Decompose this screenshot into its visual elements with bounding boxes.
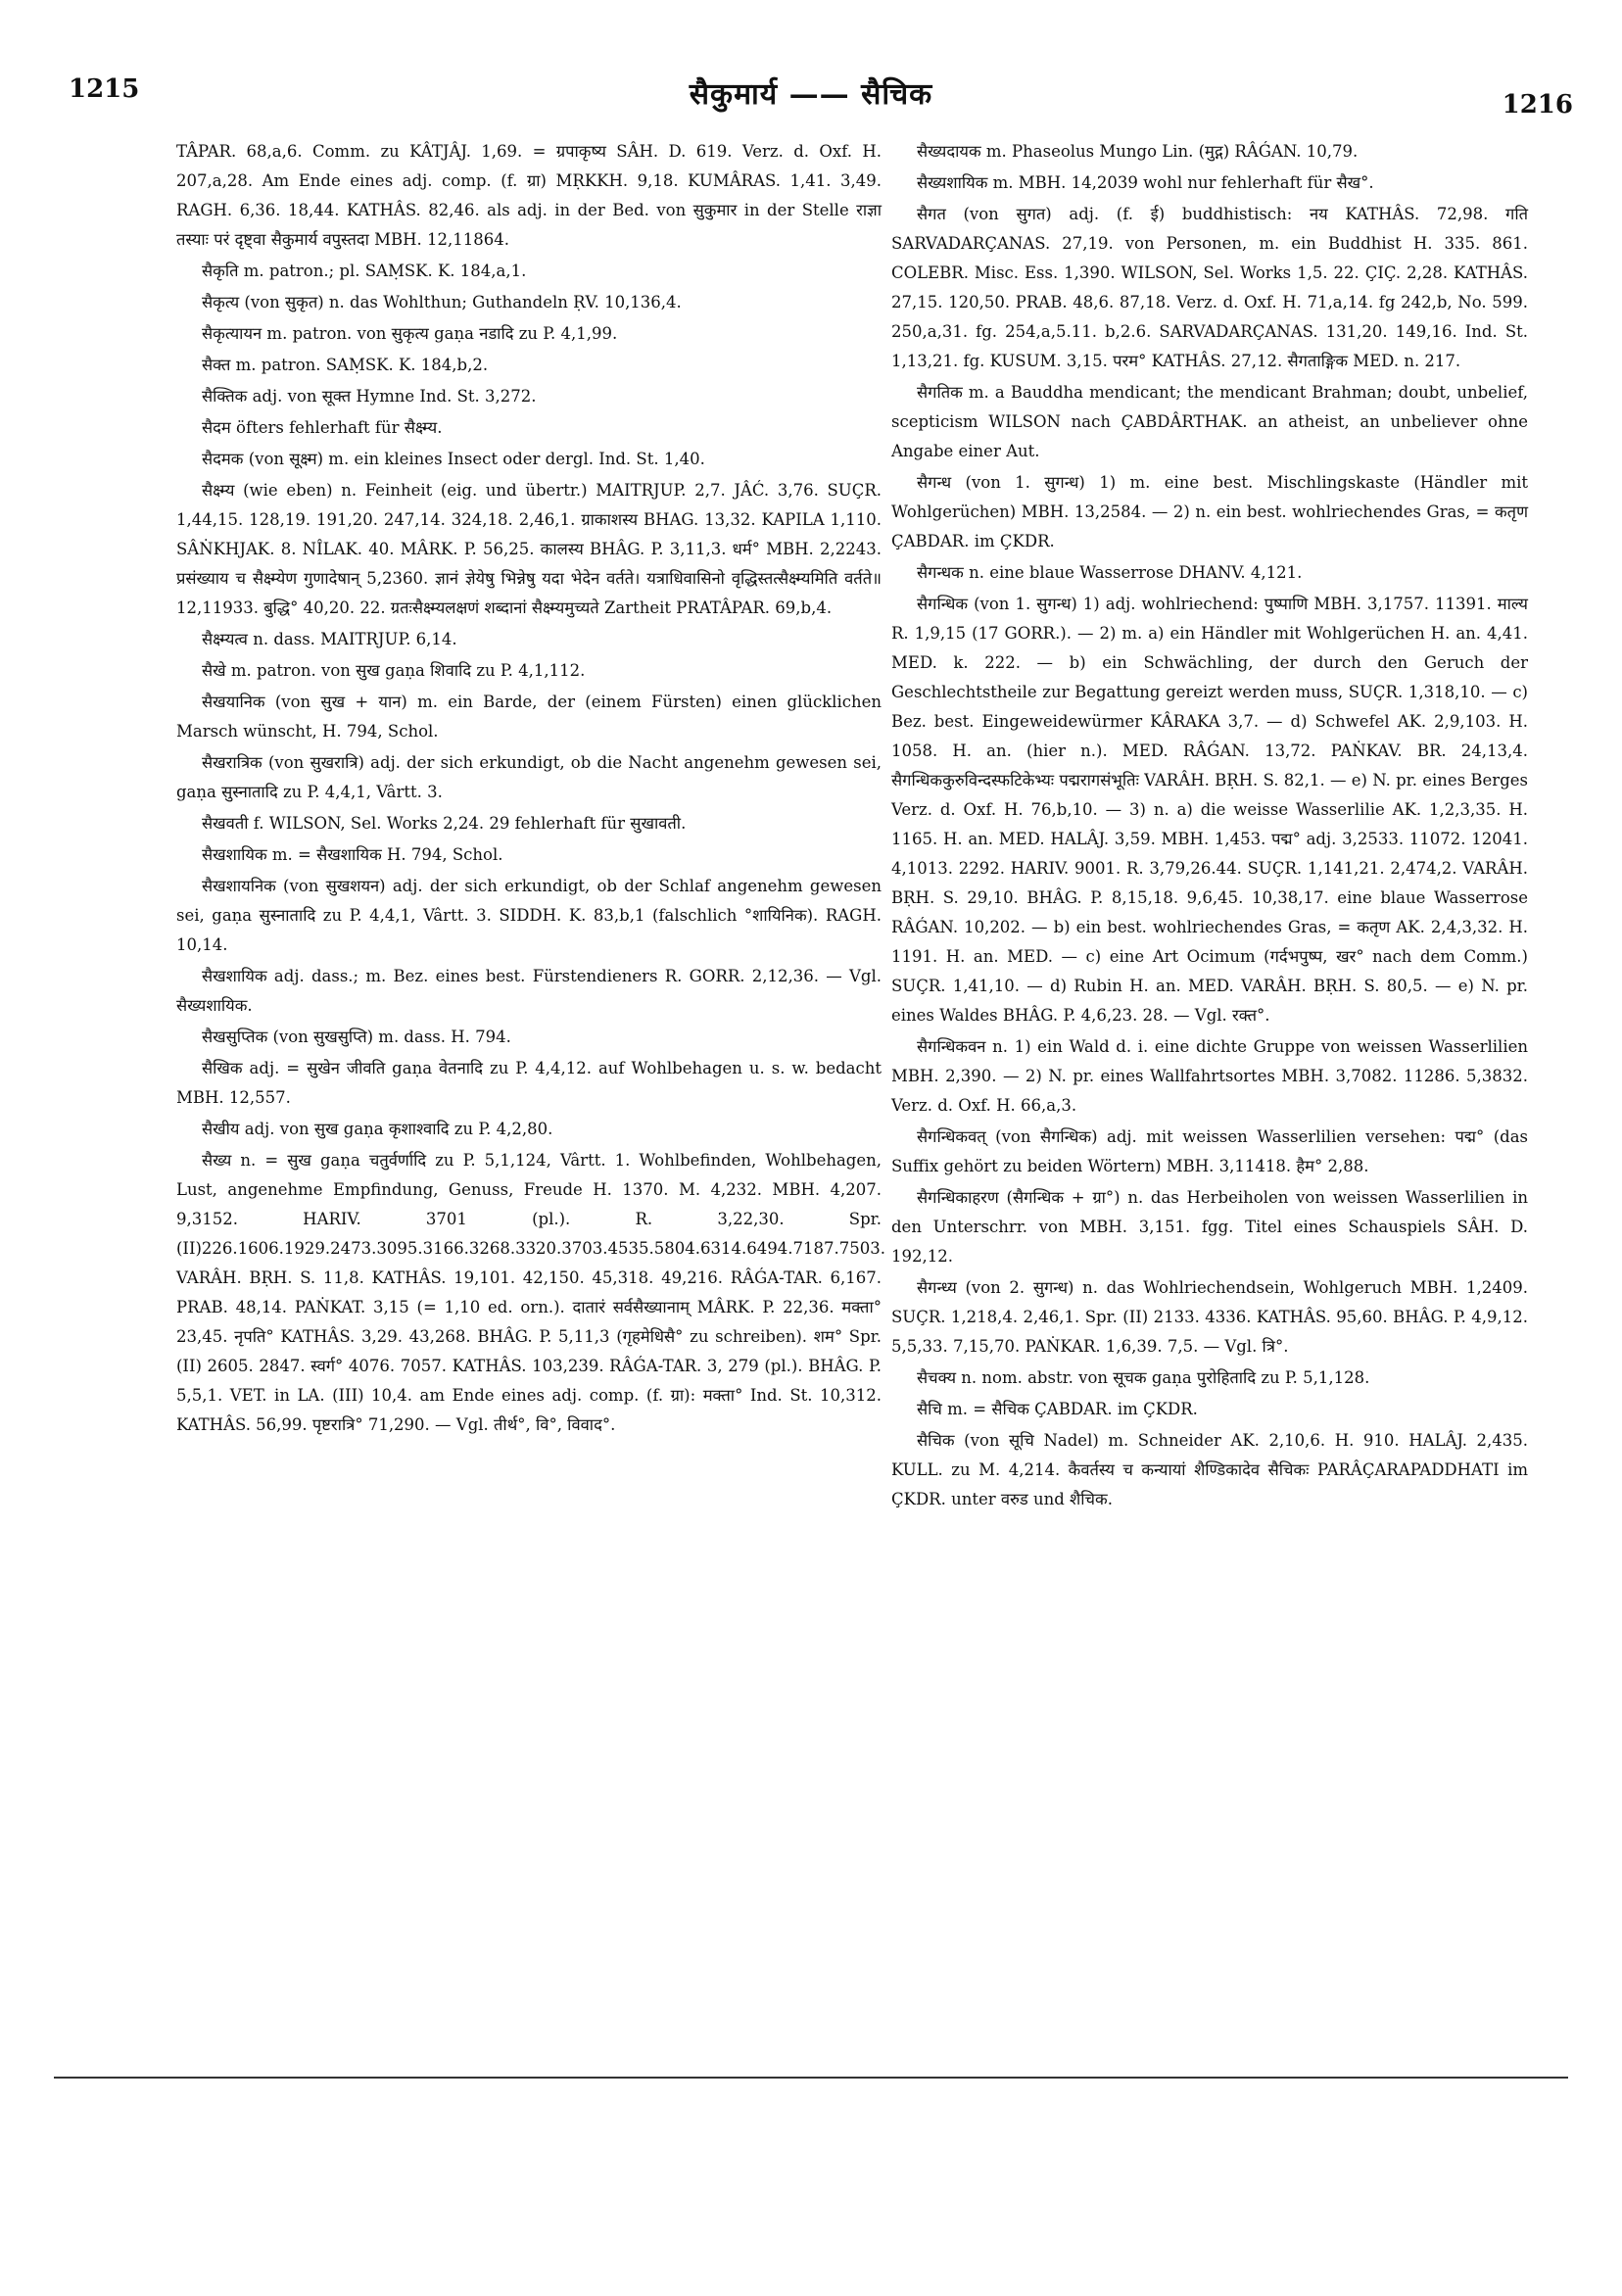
dictionary-entry: सैगन्धिकवन n. 1) ein Wald d. i. eine dichte Gruppe von weissen Wasserlilien MBH. 2,390. — 2) N. pr. eines Wallfahrtsortes MBH. 3,7082. 11286. 5,3832. Verz. d. Oxf. H. 66,a,3. [891,1037,1528,1115]
dictionary-entry: सैक्त m. patron. SAṂSK. K. 184,b,2. [202,356,489,374]
dictionary-entry: सैखशायिक adj. dass.; m. Bez. eines best. Fürstendieners R. GORR. 2,12,36. — Vgl. सैख्यशायिक. [176,967,882,1015]
dictionary-entry: सैचक्य n. nom. abstr. von सूचक gaṇa पुरोहितादि zu P. 5,1,128. [917,1368,1370,1387]
dictionary-entry: सैगन्ध्य (von 2. सुगन्ध) n. das Wohlriechendsein, Wohlgeruch MBH. 1,2409. SUÇR. 1,218,4. 2,46,1. Spr. (II) 2133. 4336. KATHÂS. 95,60. BHÂG. P. 4,9,12. 5,5,33. 7,15,70. PAṄKAR. 1,6,39. 7,5. — Vgl. त्रि°. [891,1278,1528,1356]
dictionary-entry: सैखे m. patron. von सुख gaṇa शिवादि zu P. 4,1,112. [202,661,586,680]
dictionary-entry: सैगन्ध (von 1. सुगन्ध) 1) m. eine best. Mischlingskaste (Händler mit Wohlgerüchen) MBH. 13,2584. — 2) n. ein best. wohlriechendes Gras, = कतृण ÇABDAR. im ÇKDR. [891,473,1528,550]
dictionary-entry: सैगन्धिकाहरण (सैगन्धिक + ग्रा°) n. das Herbeiholen von weissen Wasserlilien in den Unterschrr. von MBH. 3,151. fgg. Titel eines Schauspiels SÂH. D. 192,12. [891,1188,1528,1266]
dictionary-entry: सैगन्धक n. eine blaue Wasserrose DHANV. 4,121. [917,563,1303,582]
dictionary-entry: सैगन्धिकवत् (von सैगन्धिक) adj. mit weissen Wasserlilien versehen: पद्म° (das Suffix gehört zu beiden Wörtern) MBH. 3,11418. हैम° 2,88. [891,1127,1528,1175]
running-head: सैकुमार्य —— सैचिक [689,77,933,112]
dictionary-entry: सैगन्धिक (von 1. सुगन्ध) 1) adj. wohlriechend: पुष्पाणि MBH. 3,1757. 11391. माल्य R. 1,9,15 (17 GORR.). — 2) m. a) ein Händler mit Wohlgerüchen H. an. 4,41. MED. k. 222. — b) ein Schwächling, der durch den Geruch der Geschlechtstheile zur Begattung gereizt werden muss, SUÇR. 1,318,10. — c) Bez. best. Eingeweidewürmer KÂRAKA 3,7. — d) Schwefel AK. 2,9,103. H. 1058. H. an. (hier n.). MED. RÂǴAN. 13,72. PAṄKAV. BR. 24,13,4. सैगन्धिककुरुविन्दस्फटिकेभ्यः पद्मरागसंभूतिः VARÂH. BṚH. S. 82,1. — e) N. pr. eines Berges Verz. d. Oxf. H. 76,b,10. — 3) n. a) die weisse Wasserlilie AK. 1,2,3,35. H. 1165. H. an. MED. HALÂJ. 3,59. MBH. 1,453. पद्म° adj. 3,2533. 11072. 12041. 4,1013. 2292. HARIV. 9001. R. 3,79,26.44. SUÇR. 1,141,21. 2,474,2. VARÂH. BṚH. S. 29,10. BHÂG. P. 8,15,18. 9,6,45. 10,38,17. eine blaue Wasserrose RÂǴAN. 10,202. — b) ein best. wohlriechendes Gras, = कतृण AK. 2,4,3,32. H. 1191. H. an. MED. — c) eine Art Ocimum (गर्दभपुष्प, खर° nach dem Comm.) SUÇR. 1,41,10. — d) Rubin H. an. MED. VARÂH. BṚH. S. 80,5. — e) N. pr. eines Waldes BHÂG. P. 4,6,23. 28. — Vgl. रक्त°. [891,595,1528,1025]
dictionary-entry: सैचिक (von सूचि Nadel) m. Schneider AK. 2,10,6. H. 910. HALÂJ. 2,435. KULL. zu M. 4,214. कैवर्तस्य च कन्यायां शैण्डिकादेव सैचिकः PARÂÇARAPADDHATI im ÇKDR. unter वरुड und शैचिक. [891,1431,1528,1508]
dictionary-entry: सैखसुप्तिक (von सुखसुप्ति) m. dass. H. 794. [202,1028,511,1046]
dictionary-entry: सैखयानिक (von सुख + यान) m. ein Barde, der (einem Fürsten) einen glücklichen Marsch wünscht, H. 794, Schol. [176,693,882,741]
dictionary-entry: सैकृति m. patron.; pl. SAṂSK. K. 184,a,1. [202,262,527,280]
dictionary-entry: सैगत (von सुगत) adj. (f. ई) buddhistisch: नय KATHÂS. 72,98. गति SARVADARÇANAS. 27,19. von Personen, m. ein Buddhist H. 335. 861. COLEBR. Misc. Ess. 1,390. WILSON, Sel. Works 1,5. 22. ÇIÇ. 2,28. KATHÂS. 27,15. 120,50. PRAB. 48,6. 87,18. Verz. d. Oxf. H. 71,a,14. fg 242,b, No. 599. 250,a,31. fg. 254,a,5.11. b,2.6. SARVADARÇANAS. 131,20. 149,16. Ind. St. 1,13,21. fg. KUSUM. 3,15. परम° KATHÂS. 27,12. सैगताङ्गिक MED. n. 217. [891,205,1528,370]
page-number-right: 1216 [1502,90,1573,120]
dictionary-entry: सैख्यशायिक m. MBH. 14,2039 wohl nur fehlerhaft für सैख°. [917,173,1374,192]
dictionary-entry: सैकृत्य (von सुकृत) n. das Wohlthun; Guthandeln ṚV. 10,136,4. [202,293,682,311]
dictionary-entry: सैखशायनिक (von सुखशयन) adj. der sich erkundigt, ob der Schlaf angenehm gewesen sei, gaṇa सुस्नातादि zu P. 4,4,1, Vârtt. 3. SIDDH. K. 83,b,1 (falschlich °शायिनिक). RAGH. 10,14. [176,877,882,954]
dictionary-entry: सैगतिक m. a Bauddha mendicant; the mendicant Brahman; doubt, unbelief, scepticism WILSON nach ÇABDÂRTHAK. an atheist, an unbeliever ohne Angabe einer Aut. [891,383,1528,460]
dictionary-entry: सैखीय adj. von सुख gaṇa कृशाश्वादि zu P. 4,2,80. [202,1120,553,1138]
dictionary-entry: सैदमक (von सूक्ष्म) m. ein kleines Insect oder dergl. Ind. St. 1,40. [202,450,705,468]
left-column [176,137,885,1442]
bottom-rule [54,2077,1568,2079]
page-number-left: 1215 [69,74,140,104]
dictionary-entry: सैचि m. = सैचिक ÇABDAR. im ÇKDR. [917,1400,1198,1418]
right-column [891,137,1528,1516]
dictionary-entry: सैख्यदायक m. Phaseolus Mungo Lin. (मुद्ग) RÂǴAN. 10,79. [917,142,1359,161]
dictionary-entry: सैदम öfters fehlerhaft für सैक्ष्म्य. [202,418,443,437]
dictionary-entry: सैक्ष्म्यत्व n. dass. MAITRJUP. 6,14. [202,630,457,648]
dictionary-entry: सैख्य n. = सुख gaṇa चतुर्वर्णादि zu P. 5,1,124, Vârtt. 1. Wohlbefinden, Wohlbehagen, Lust, angenehme Empfindung, Genuss, Freude H. 1370. M. 4,232. MBH. 4,207. 9,3152. HARIV. 3701 (pl.). R. 3,22,30. Spr.(II)226.1606.1929.2473.3095.3166.3268.3320.3703.4535.5804.6314.6494.7187.7503. VARÂH. BṚH. S. 11,8. KATHÂS. 19,101. 42,150. 45,318. 49,216. RÂǴA-TAR. 6,167. PRAB. 48,14. PAṄKAT. 3,15 (= 1,10 ed. orn.). दातारं सर्वसैख्यानाम् MÂRK. P. 22,36. मक्ता° 23,45. नृपति° KATHÂS. 3,29. 43,268. BHÂG. P. 5,11,3 (गृहमेधिसै° zu schreiben). शम° Spr. (II) 2605. 2847. स्वर्ग° 4076. 7057. KATHÂS. 103,239. RÂǴA-TAR. 3, 279 (pl.). BHÂG. P. 5,5,1. VET. in LA. (III) 10,4. am Ende eines adj. comp. (f. ग्रा): मक्ता° Ind. St. 10,312. KATHÂS. 56,99. पृष्टरात्रि° 71,290. — Vgl. तीर्थ°, वि°, विवाद°. [176,1151,885,1434]
dictionary-entry: सैक्ष्म्य (wie eben) n. Feinheit (eig. und übertr.) MAITRJUP. 2,7. JÂĆ. 3,76. SUÇR. 1,44,15. 128,19. 191,20. 247,14. 324,18. 2,46,1. ग्राकाशस्य BHAG. 13,32. KAPILA 1,110. SÂṄKHJAK. 8. NÎLAK. 40. MÂRK. P. 56,25. कालस्य BHÂG. P. 3,11,3. धर्म° MBH. 2,2243. प्रसंख्याय च सैक्ष्म्येण गुणादेषान् 5,2360. ज्ञानं ज्ञेयेषु भिन्नेषु यदा भेदेन वर्तते। यत्राधिवासिनो वृद्धिस्तत्सैक्ष्म्यमिति वर्तते॥ 12,11933. बुद्धि° 40,20. 22. ग्रतःसैक्ष्म्यलक्षणं शब्दानां सैक्ष्म्यमुच्यते Zartheit PRATÂPAR. 69,b,4. [176,481,882,617]
dictionary-entry: सैखिक adj. = सुखेन जीवति gaṇa वेतनादि zu P. 4,4,12. auf Wohlbehagen u. s. w. bedacht MBH. 12,557. [176,1059,882,1107]
dictionary-entry: सैखवती f. WILSON, Sel. Works 2,24. 29 fehlerhaft für सुखावती. [202,814,687,833]
dictionary-entry: सैकृत्यायन m. patron. von सुकृत्य gaṇa नडादि zu P. 4,1,99. [202,324,618,343]
dictionary-entry: TÂPAR. 68,a,6. Comm. zu KÂTJÂJ. 1,69. = ग्रपाकृष्य SÂH. D. 619. Verz. d. Oxf. H. 207,a,28. Am Ende eines adj. comp. (f. ग्रा) MṚKKH. 9,18. KUMÂRAS. 1,41. 3,49. RAGH. 6,36. 18,44. KATHÂS. 82,46. als adj. in der Bed. von सुकुमार in der Stelle राज्ञा तस्याः परं दृष्ट्वा सैकुमार्य वपुस्तदा MBH. 12,11864. [176,142,882,249]
dictionary-entry: सैक्तिक adj. von सूक्त Hymne Ind. St. 3,272. [202,387,537,406]
dictionary-entry: सैखशायिक m. = सैखशायिक H. 794, Schol. [202,845,503,864]
dictionary-entry: सैखरात्रिक (von सुखरात्रि) adj. der sich erkundigt, ob die Nacht angenehm gewesen sei, gaṇa सुस्नातादि zu P. 4,4,1, Vârtt. 3. [176,753,882,801]
page-header [0,69,1622,127]
